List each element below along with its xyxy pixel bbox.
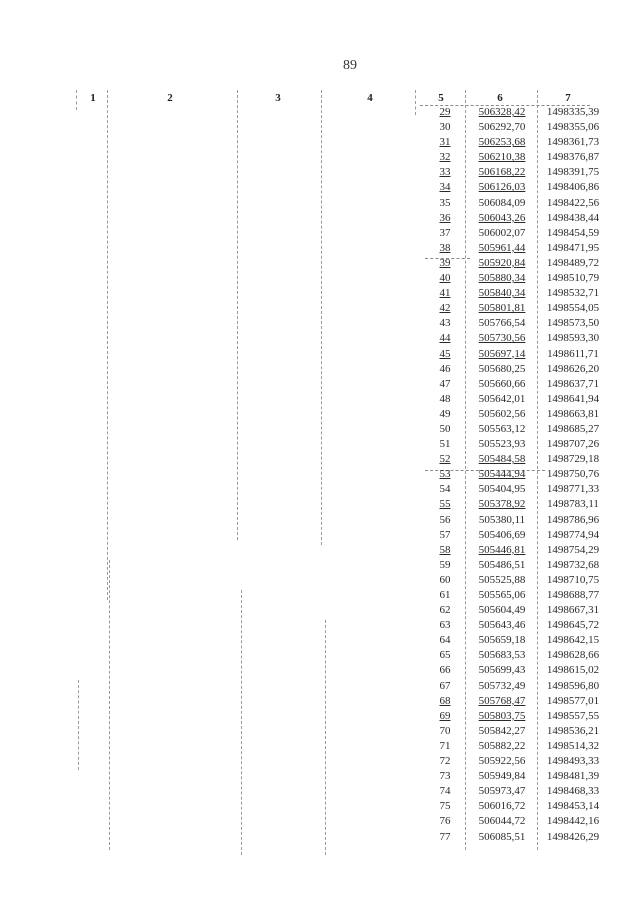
x-coordinate-cell: 505880,34 xyxy=(478,272,526,285)
table-row xyxy=(420,513,620,528)
table-row xyxy=(420,180,620,195)
x-coordinate-cell: 505961,44 xyxy=(478,241,526,254)
table-row xyxy=(420,739,620,754)
y-coordinate-cell: 1498406,86 xyxy=(546,181,600,194)
y-coordinate-cell: 1498596,80 xyxy=(546,679,600,692)
point-number-cell: 57 xyxy=(439,528,451,541)
x-coordinate-cell: 506292,70 xyxy=(478,121,526,134)
point-number-cell: 62 xyxy=(439,604,451,617)
y-coordinate-cell: 1498688,77 xyxy=(546,589,600,601)
y-coordinate-cell: 1498710,75 xyxy=(546,573,600,586)
table-row xyxy=(420,799,620,814)
column-header-2: 2 xyxy=(167,92,173,104)
column-header-1: 1 xyxy=(90,92,96,104)
table-row xyxy=(420,120,620,135)
y-coordinate-cell: 1498626,20 xyxy=(546,362,600,375)
x-coordinate-cell: 505803,75 xyxy=(478,709,526,722)
x-coordinate-cell: 506210,38 xyxy=(478,151,526,164)
x-coordinate-cell: 505732,49 xyxy=(478,679,526,692)
x-coordinate-cell: 505643,46 xyxy=(478,619,526,632)
x-coordinate-cell: 505604,49 xyxy=(478,604,526,617)
column-header-6: 6 xyxy=(497,92,503,104)
column-header-7: 7 xyxy=(565,92,571,104)
x-coordinate-cell: 505768,47 xyxy=(478,694,526,707)
x-coordinate-cell: 505380,11 xyxy=(478,513,526,526)
y-coordinate-cell: 1498783,11 xyxy=(547,498,599,511)
y-coordinate-cell: 1498573,50 xyxy=(546,317,600,330)
page-number: 89 xyxy=(343,58,357,73)
point-number-cell: 42 xyxy=(439,302,451,315)
x-coordinate-cell: 506043,26 xyxy=(478,211,526,224)
column-divider xyxy=(107,90,108,600)
table-row xyxy=(420,196,620,211)
y-coordinate-cell: 1498557,55 xyxy=(546,709,600,722)
point-number-cell: 77 xyxy=(439,830,451,843)
point-number-cell: 69 xyxy=(439,709,451,722)
y-coordinate-cell: 1498422,56 xyxy=(546,196,600,209)
x-coordinate-cell: 505659,18 xyxy=(478,634,526,647)
y-coordinate-cell: 1498442,16 xyxy=(546,815,600,828)
table-row xyxy=(420,814,620,829)
table-row xyxy=(420,437,620,452)
x-coordinate-cell: 505730,56 xyxy=(478,332,526,345)
table-row xyxy=(420,467,620,482)
point-number-cell: 40 xyxy=(439,272,451,285)
point-number-cell: 35 xyxy=(439,196,451,209)
table-row xyxy=(420,663,620,678)
column-header-4: 4 xyxy=(367,92,373,104)
point-number-cell: 50 xyxy=(439,422,451,435)
point-number-cell: 61 xyxy=(439,589,451,601)
point-number-cell: 49 xyxy=(439,407,451,420)
table-row xyxy=(420,452,620,467)
table-row xyxy=(420,241,620,256)
point-number-cell: 73 xyxy=(439,770,451,783)
x-coordinate-cell: 505525,88 xyxy=(478,573,526,586)
column-divider xyxy=(415,90,416,115)
x-coordinate-cell: 505642,01 xyxy=(478,392,526,405)
y-coordinate-cell: 1498628,66 xyxy=(546,649,600,662)
x-coordinate-cell: 506044,72 xyxy=(478,815,526,828)
table-row xyxy=(420,150,620,165)
x-coordinate-cell: 506253,68 xyxy=(478,136,526,149)
y-coordinate-cell: 1498707,26 xyxy=(546,438,600,451)
table-row xyxy=(420,377,620,392)
point-number-cell: 41 xyxy=(439,287,451,300)
y-coordinate-cell: 1498376,87 xyxy=(546,151,600,164)
x-coordinate-cell: 505920,84 xyxy=(478,256,526,269)
x-coordinate-cell: 505406,69 xyxy=(478,528,526,541)
table-row xyxy=(420,226,620,241)
x-coordinate-cell: 505563,12 xyxy=(478,422,526,435)
point-number-cell: 53 xyxy=(439,468,451,481)
table-row xyxy=(420,392,620,407)
point-number-cell: 58 xyxy=(439,543,451,556)
x-coordinate-cell: 505484,58 xyxy=(478,453,526,466)
y-coordinate-cell: 1498471,95 xyxy=(546,241,600,254)
y-coordinate-cell: 1498641,94 xyxy=(546,392,600,405)
x-coordinate-cell: 506016,72 xyxy=(478,800,526,813)
point-number-cell: 32 xyxy=(439,151,451,164)
table-row xyxy=(420,573,620,588)
point-number-cell: 48 xyxy=(439,392,451,405)
point-number-cell: 33 xyxy=(439,166,451,179)
column-header-3: 3 xyxy=(275,92,281,104)
point-number-cell: 76 xyxy=(439,815,451,828)
point-number-cell: 51 xyxy=(439,438,451,451)
point-number-cell: 64 xyxy=(439,634,451,647)
y-coordinate-cell: 1498361,73 xyxy=(546,136,600,149)
point-number-cell: 52 xyxy=(439,453,451,466)
y-coordinate-cell: 1498453,14 xyxy=(546,800,600,813)
x-coordinate-cell: 505660,66 xyxy=(478,377,526,390)
y-coordinate-cell: 1498481,39 xyxy=(546,770,600,783)
point-number-cell: 70 xyxy=(439,724,451,737)
y-coordinate-cell: 1498667,31 xyxy=(546,604,600,617)
table-row xyxy=(420,679,620,694)
table-row xyxy=(420,271,620,286)
point-number-cell: 54 xyxy=(439,483,451,496)
table-row xyxy=(420,482,620,497)
table-row xyxy=(420,256,620,271)
x-coordinate-cell: 506328,42 xyxy=(478,106,526,118)
table-row xyxy=(420,543,620,558)
column-divider xyxy=(237,90,238,540)
point-number-cell: 44 xyxy=(439,332,451,345)
y-coordinate-cell: 1498355,06 xyxy=(546,121,600,134)
y-coordinate-cell: 1498663,81 xyxy=(546,407,600,420)
y-coordinate-cell: 1498771,33 xyxy=(546,483,600,496)
point-number-cell: 39 xyxy=(439,256,451,269)
y-coordinate-cell: 1498593,30 xyxy=(546,332,600,345)
table-row xyxy=(420,769,620,784)
table-row xyxy=(420,784,620,799)
x-coordinate-cell: 506002,07 xyxy=(478,226,526,239)
x-coordinate-cell: 505801,81 xyxy=(478,302,526,315)
y-coordinate-cell: 1498532,71 xyxy=(546,287,600,300)
y-coordinate-cell: 1498391,75 xyxy=(546,166,600,179)
y-coordinate-cell: 1498510,79 xyxy=(546,272,600,285)
point-number-cell: 55 xyxy=(439,498,451,511)
y-coordinate-cell: 1498774,94 xyxy=(546,528,600,541)
table-row xyxy=(420,754,620,769)
point-number-cell: 31 xyxy=(439,136,451,149)
x-coordinate-cell: 505378,92 xyxy=(478,498,526,511)
point-number-cell: 65 xyxy=(439,649,451,662)
x-coordinate-cell: 505922,56 xyxy=(478,755,526,768)
x-coordinate-cell: 505602,56 xyxy=(478,407,526,420)
table-row xyxy=(420,633,620,648)
table-row xyxy=(420,588,620,603)
column-divider xyxy=(241,590,242,855)
y-coordinate-cell: 1498732,68 xyxy=(546,558,600,571)
table-row xyxy=(420,422,620,437)
point-number-cell: 75 xyxy=(439,800,451,813)
point-number-cell: 66 xyxy=(439,664,451,677)
y-coordinate-cell: 1498685,27 xyxy=(546,422,600,435)
x-coordinate-cell: 505699,43 xyxy=(478,664,526,677)
point-number-cell: 34 xyxy=(439,181,451,194)
point-number-cell: 47 xyxy=(439,377,451,390)
x-coordinate-cell: 505680,25 xyxy=(478,362,526,375)
y-coordinate-cell: 1498438,44 xyxy=(546,211,600,224)
x-coordinate-cell: 506126,03 xyxy=(478,181,526,194)
table-row xyxy=(420,286,620,301)
y-coordinate-cell: 1498554,05 xyxy=(546,302,600,315)
x-coordinate-cell: 505949,84 xyxy=(478,770,526,783)
column-divider xyxy=(76,90,77,110)
y-coordinate-cell: 1498637,71 xyxy=(546,377,600,390)
point-number-cell: 30 xyxy=(439,121,451,134)
x-coordinate-cell: 505842,27 xyxy=(478,724,526,737)
column-header-5: 5 xyxy=(438,92,444,104)
x-coordinate-cell: 505523,93 xyxy=(478,438,526,451)
x-coordinate-cell: 505444,94 xyxy=(478,468,526,481)
y-coordinate-cell: 1498750,76 xyxy=(546,468,600,481)
table-row xyxy=(420,603,620,618)
table-row xyxy=(420,724,620,739)
y-coordinate-cell: 1498489,72 xyxy=(546,256,600,269)
table-row xyxy=(420,135,620,150)
y-coordinate-cell: 1498645,72 xyxy=(546,619,600,632)
x-coordinate-cell: 506168,22 xyxy=(478,166,526,179)
column-divider xyxy=(109,560,110,850)
y-coordinate-cell: 1498454,59 xyxy=(546,226,600,239)
y-coordinate-cell: 1498642,15 xyxy=(546,634,600,647)
x-coordinate-cell: 506085,51 xyxy=(478,830,526,843)
table-row xyxy=(420,347,620,362)
point-number-cell: 56 xyxy=(439,513,451,526)
point-number-cell: 67 xyxy=(439,679,451,692)
x-coordinate-cell: 505565,06 xyxy=(478,589,526,601)
x-coordinate-cell: 505840,34 xyxy=(478,287,526,300)
point-number-cell: 60 xyxy=(439,573,451,586)
table-row xyxy=(420,709,620,724)
table-row xyxy=(420,301,620,316)
y-coordinate-cell: 1498611,71 xyxy=(547,347,599,360)
column-divider xyxy=(325,620,326,855)
table-row xyxy=(420,316,620,331)
x-coordinate-cell: 505882,22 xyxy=(478,739,526,752)
x-coordinate-cell: 505486,51 xyxy=(478,558,526,571)
table-row xyxy=(420,528,620,543)
x-coordinate-cell: 505973,47 xyxy=(478,785,526,798)
coordinate-table xyxy=(420,105,620,845)
x-coordinate-cell: 505404,95 xyxy=(478,483,526,496)
point-number-cell: 38 xyxy=(439,241,451,254)
y-coordinate-cell: 1498786,96 xyxy=(546,513,600,526)
point-number-cell: 68 xyxy=(439,694,451,707)
table-row xyxy=(420,165,620,180)
y-coordinate-cell: 1498615,02 xyxy=(546,664,600,677)
table-row xyxy=(420,558,620,573)
table-row xyxy=(420,407,620,422)
x-coordinate-cell: 506084,09 xyxy=(478,196,526,209)
point-number-cell: 71 xyxy=(439,739,451,752)
point-number-cell: 74 xyxy=(439,785,451,798)
point-number-cell: 43 xyxy=(439,317,451,330)
y-coordinate-cell: 1498577,01 xyxy=(546,694,600,707)
table-row xyxy=(420,648,620,663)
table-row xyxy=(420,331,620,346)
column-divider xyxy=(321,90,322,545)
y-coordinate-cell: 1498536,21 xyxy=(546,724,600,737)
y-coordinate-cell: 1498754,29 xyxy=(546,543,600,556)
point-number-cell: 59 xyxy=(439,558,451,571)
point-number-cell: 29 xyxy=(439,106,451,118)
table-row xyxy=(420,618,620,633)
point-number-cell: 72 xyxy=(439,755,451,768)
y-coordinate-cell: 1498335,39 xyxy=(546,106,600,118)
x-coordinate-cell: 505766,54 xyxy=(478,317,526,330)
point-number-cell: 46 xyxy=(439,362,451,375)
table-row xyxy=(420,105,620,120)
point-number-cell: 37 xyxy=(439,226,451,239)
point-number-cell: 63 xyxy=(439,619,451,632)
table-row xyxy=(420,830,620,845)
column-divider xyxy=(78,680,79,770)
y-coordinate-cell: 1498729,18 xyxy=(546,453,600,466)
y-coordinate-cell: 1498426,29 xyxy=(546,830,600,843)
x-coordinate-cell: 505683,53 xyxy=(478,649,526,662)
table-row xyxy=(420,497,620,512)
table-row xyxy=(420,694,620,709)
y-coordinate-cell: 1498493,33 xyxy=(546,755,600,768)
table-row xyxy=(420,211,620,226)
point-number-cell: 36 xyxy=(439,211,451,224)
x-coordinate-cell: 505446,81 xyxy=(478,543,526,556)
table-row xyxy=(420,362,620,377)
y-coordinate-cell: 1498468,33 xyxy=(546,785,600,798)
x-coordinate-cell: 505697,14 xyxy=(478,347,526,360)
point-number-cell: 45 xyxy=(439,347,451,360)
y-coordinate-cell: 1498514,32 xyxy=(546,739,600,752)
